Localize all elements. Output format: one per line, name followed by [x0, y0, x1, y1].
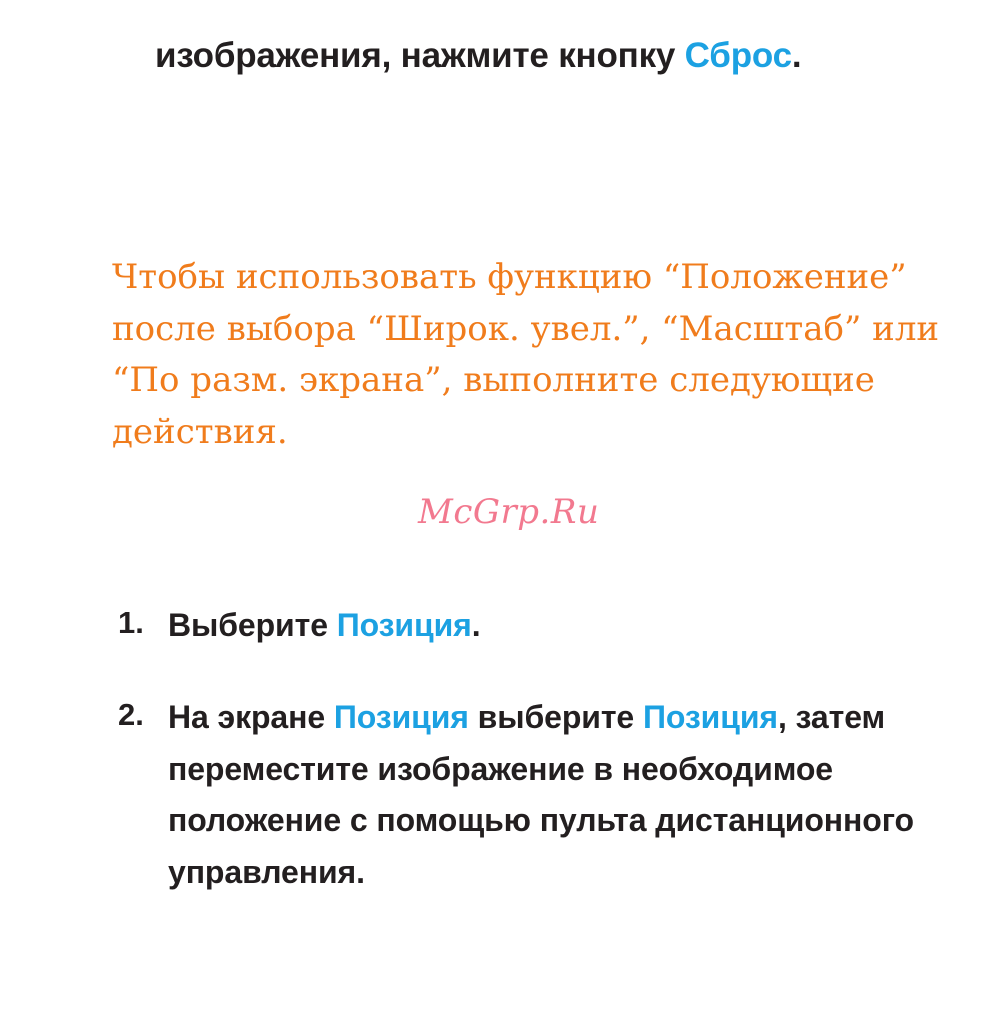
step2-highlight: Позиция — [333, 698, 469, 735]
list-item-text — [168, 600, 982, 652]
intro-paragraph: Чтобы использовать функцию “Положение” после выбора “Широк. увел.”, “Масштаб” или “По разм. экрана”, выполните следующие действия. — [112, 257, 940, 453]
watermark: McGrp.Ru — [418, 492, 600, 532]
list-item — [112, 692, 982, 899]
list-item-text — [168, 692, 982, 899]
list-item-number: 1. — [118, 605, 144, 640]
step2-text-before: На экране — [168, 698, 334, 735]
step1-highlight: Позиция — [336, 607, 472, 643]
top-paragraph-text-before: изображения, нажмите кнопку — [155, 36, 685, 75]
list-item-number: 2. — [118, 696, 144, 732]
step2-highlight-2: Позиция — [642, 698, 778, 735]
step2-text-after: , затем переместите изображение в необходимое положение с помощью пульта дистанционного управления. — [168, 698, 914, 891]
top-paragraph-text-after: . — [791, 36, 802, 75]
step1-text-before: Выберите — [168, 607, 337, 643]
step1-text-after: . — [471, 607, 481, 643]
list-item — [112, 600, 982, 652]
top-paragraph — [155, 34, 975, 78]
step2-text-middle: выберите — [468, 698, 643, 735]
steps-list — [112, 600, 982, 939]
top-paragraph-highlight: Сброс — [684, 36, 792, 75]
